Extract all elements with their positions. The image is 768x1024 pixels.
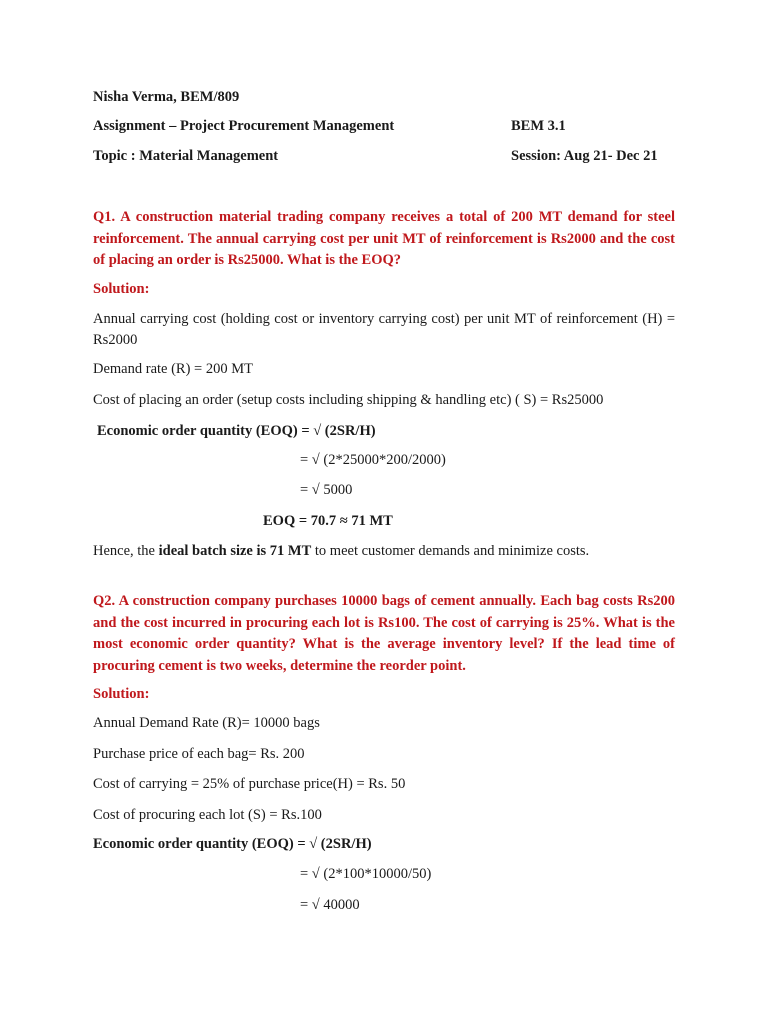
q1-step1: = √ (2*25000*200/2000) <box>300 452 446 468</box>
q2-carrying: Cost of carrying = 25% of purchase price(H) = Rs. 50 <box>93 776 406 792</box>
q2-step1: = √ (2*100*10000/50) <box>300 866 432 882</box>
q1-order-cost: Cost of placing an order (setup costs including shipping & handling etc) ( S) = Rs25000 <box>93 392 604 408</box>
session-line: Session: Aug 21- Dec 21 <box>511 148 658 164</box>
q2-demand: Annual Demand Rate (R)= 10000 bags <box>93 715 320 731</box>
q2-procuring: Cost of procuring each lot (S) = Rs.100 <box>93 807 322 823</box>
q2-step2: = √ 40000 <box>300 897 360 913</box>
q1-demand-rate: Demand rate (R) = 200 MT <box>93 361 253 377</box>
q2-price: Purchase price of each bag= Rs. 200 <box>93 746 305 762</box>
course-code: BEM 3.1 <box>511 118 566 134</box>
q1-eoq-formula: Economic order quantity (EOQ) = √ (2SR/H) <box>97 423 376 439</box>
q2-eoq-formula: Economic order quantity (EOQ) = √ (2SR/H) <box>93 836 372 852</box>
q2-question: Q2. A construction company purchases 10000 bags of cement annually. Each bag costs Rs200 and the cost incurred in procuring each lot is Rs100. The cost of carrying is 25%. What is the most economic order quantity? What is the average inventory level? If the lead time of procuring cement is two weeks, determine the reorder point. <box>93 593 675 674</box>
q2-solution-label: Solution: <box>93 686 150 702</box>
q1-carrying-cost: Annual carrying cost (holding cost or inventory carrying cost) per unit MT of reinforcement (H) = Rs2000 <box>93 311 675 348</box>
q1-result: EOQ = 70.7 ≈ 71 MT <box>263 513 393 529</box>
author-line: Nisha Verma, BEM/809 <box>93 89 240 105</box>
assignment-title <box>93 117 394 135</box>
q1-conclusion <box>93 542 589 560</box>
assignment-title-text: Assignment – Project Procurement Management <box>93 118 395 134</box>
q1-step2: = √ 5000 <box>300 482 353 498</box>
q1-conclusion-bold: ideal batch size is 71 MT <box>158 543 312 559</box>
q1-solution-label: Solution: <box>93 281 150 297</box>
q1-question: Q1. A construction material trading company receives a total of 200 MT demand for steel reinforcement. The annual carrying cost per unit MT of reinforcement is Rs2000 and the cost of placing an order is Rs25000. What is the EOQ? <box>93 209 675 268</box>
q1-conclusion-post: to meet customer demands and minimize costs. <box>311 543 590 559</box>
q1-conclusion-pre: Hence, the <box>93 543 159 559</box>
topic-line: Topic : Material Management <box>93 148 279 164</box>
